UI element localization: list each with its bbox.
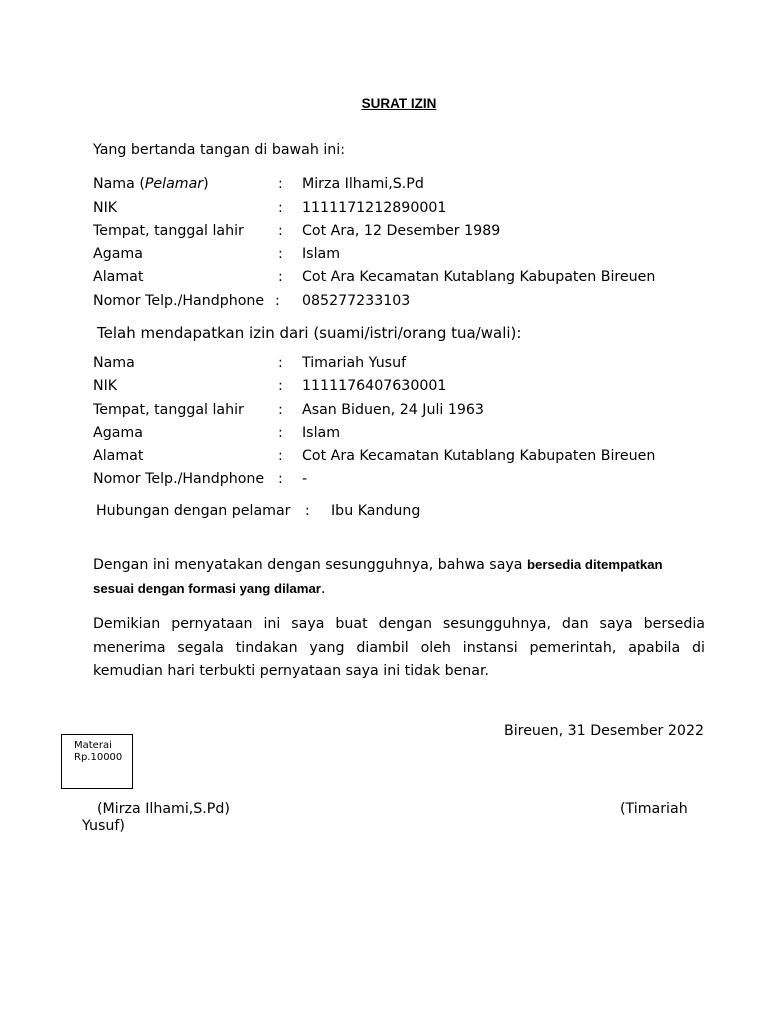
name-label-italic: Pelamar bbox=[144, 176, 204, 192]
applicant-birth-label: Tempat, tanggal lahir bbox=[93, 223, 244, 239]
materai-line-1: Materai bbox=[74, 740, 112, 751]
colon: : bbox=[278, 448, 283, 464]
guardian-birth-label: Tempat, tanggal lahir bbox=[93, 402, 244, 418]
applicant-name-value: Mirza Ilhami,S.Pd bbox=[302, 176, 424, 192]
guardian-phone-label: Nomor Telp./Handphone bbox=[93, 471, 265, 487]
closing-paragraph bbox=[93, 613, 705, 684]
intro-text: Yang bertanda tangan di bawah ini: bbox=[93, 142, 345, 158]
closing-line-2: menerima segala tindakan yang diambil oleh instansi pemerintah, apabila di bbox=[93, 639, 705, 656]
statement-bold-1: bersedia ditempatkan bbox=[527, 557, 663, 572]
applicant-nik-value: 1111171212890001 bbox=[302, 200, 447, 216]
colon: : bbox=[278, 355, 283, 371]
colon: : bbox=[278, 402, 283, 418]
guardian-birth-value: Asan Biduen, 24 Juli 1963 bbox=[302, 402, 484, 418]
materai-label bbox=[74, 740, 122, 764]
applicant-religion-value: Islam bbox=[302, 246, 341, 262]
statement-line-1 bbox=[93, 557, 663, 573]
closing-line-1: Demikian pernyataan ini saya buat dengan sesungguhnya, dan saya bersedia bbox=[93, 616, 705, 632]
statement-end: . bbox=[320, 581, 326, 597]
relationship-value: Ibu Kandung bbox=[331, 503, 421, 519]
signature-left: (Mirza Ilhami,S.Pd) bbox=[97, 801, 230, 817]
applicant-address-label: Alamat bbox=[93, 269, 144, 285]
statement-bold-2: sesuai dengan formasi yang dilamar bbox=[93, 581, 321, 596]
guardian-religion-value: Islam bbox=[302, 425, 341, 441]
page-title: SURAT IZIN bbox=[361, 96, 437, 111]
name-label-prefix: Nama ( bbox=[93, 176, 145, 192]
colon: : bbox=[275, 293, 280, 309]
guardian-nik-label: NIK bbox=[93, 378, 118, 394]
materai-stamp-box bbox=[61, 734, 133, 789]
statement-lead: Dengan ini menyatakan dengan sesungguhnya, bahwa saya bbox=[93, 557, 527, 573]
applicant-phone-value: 085277233103 bbox=[302, 293, 411, 309]
permission-heading: Telah mendapatkan izin dari (suami/istri/orang tua/wali): bbox=[97, 324, 522, 342]
guardian-address-label: Alamat bbox=[93, 448, 144, 464]
colon: : bbox=[278, 246, 283, 262]
guardian-phone-value: - bbox=[302, 471, 308, 487]
guardian-nik-value: 1111176407630001 bbox=[302, 378, 447, 394]
closing-line-3: kemudian hari terbukti pernyataan saya ini tidak benar. bbox=[93, 663, 490, 679]
applicant-address-value: Cot Ara Kecamatan Kutablang Kabupaten Bireuen bbox=[302, 269, 656, 285]
guardian-address-value: Cot Ara Kecamatan Kutablang Kabupaten Bireuen bbox=[302, 448, 656, 464]
relationship-label: Hubungan dengan pelamar bbox=[96, 503, 291, 519]
colon: : bbox=[278, 471, 283, 487]
name-label-suffix: ) bbox=[203, 176, 209, 192]
signature-right-part1: (Timariah bbox=[620, 801, 688, 817]
signature-right-part2: Yusuf) bbox=[82, 818, 125, 834]
colon: : bbox=[278, 425, 283, 441]
applicant-phone-label: Nomor Telp./Handphone bbox=[93, 293, 265, 309]
statement-line-2 bbox=[93, 581, 325, 597]
colon: : bbox=[278, 269, 283, 285]
colon: : bbox=[278, 176, 283, 192]
guardian-religion-label: Agama bbox=[93, 425, 143, 441]
place-date: Bireuen, 31 Desember 2022 bbox=[504, 723, 704, 739]
applicant-birth-value: Cot Ara, 12 Desember 1989 bbox=[302, 223, 501, 239]
guardian-name-value: Timariah Yusuf bbox=[302, 355, 407, 371]
applicant-nik-label: NIK bbox=[93, 200, 118, 216]
applicant-religion-label: Agama bbox=[93, 246, 143, 262]
colon: : bbox=[278, 378, 283, 394]
colon: : bbox=[278, 223, 283, 239]
applicant-name-label bbox=[93, 176, 209, 192]
materai-line-2: Rp.10000 bbox=[74, 752, 123, 763]
colon: : bbox=[305, 503, 310, 519]
colon: : bbox=[278, 200, 283, 216]
guardian-name-label: Nama bbox=[93, 355, 135, 371]
